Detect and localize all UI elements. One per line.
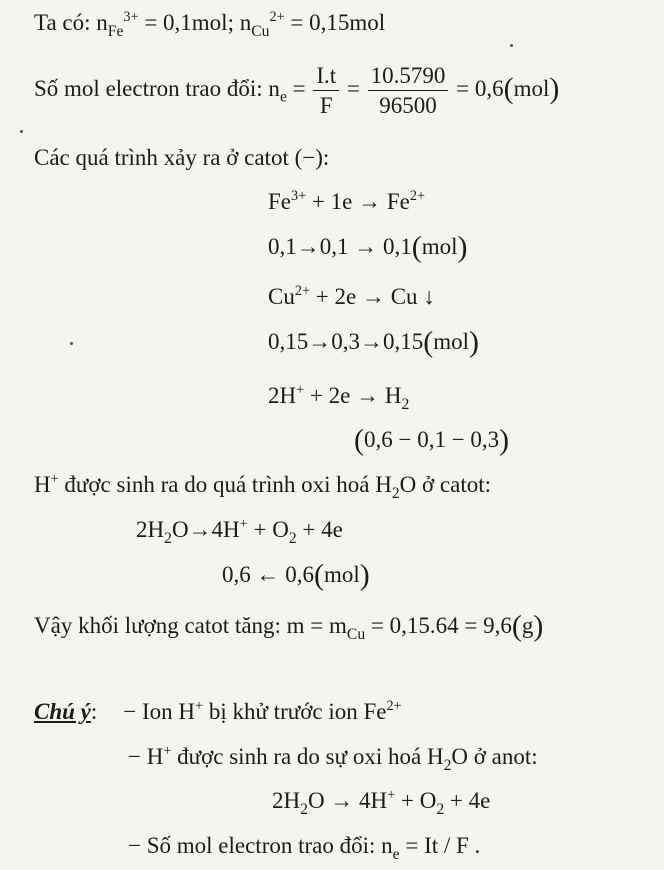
fraction-it-over-f: $\frac{I.t}{F}$ — [313, 64, 339, 117]
note-item-3: $2H_2O \to 4H^+ + O_2 + 4e$ — [272, 787, 491, 818]
intro-line: Ta có: $n_{Fe}^{3+} = 0,1mol$; $n_{Cu}^{2+} = 0,15mol$ — [34, 9, 386, 40]
reaction-fe: $Fe^{3+} + 1e \to Fe^{2+}$ — [268, 188, 426, 214]
electron-calc-line: Số mol electron trao đổi: $n_e$ = $\frac{I.t}{F}$ = $\frac{10.5790}{96500}$ = 0,6(mol) — [34, 63, 560, 118]
reaction-h-mol: (0,6 − 0,1 − 0,3) — [354, 423, 510, 457]
reaction-cu: $Cu^{2+} + 2e \to Cu$ ↓ — [268, 283, 435, 309]
scan-speck — [70, 342, 73, 345]
water-equation: $2H_2O\to 4H^+ + O_2 + 4e$ — [136, 516, 343, 547]
note-label: Chú ý — [34, 699, 91, 724]
scan-speck — [20, 130, 23, 133]
scan-speck — [510, 44, 513, 47]
note-item-4: − Số mol electron trao đổi: $n_e = It / F$ . — [128, 833, 481, 863]
reaction-fe-mol: 0,1→0,1 → 0,1(mol) — [268, 230, 468, 264]
reaction-h: $2H^+ + 2e \to H_2$ — [268, 382, 410, 413]
cathode-heading: Các quá trình xảy ra ở catot (−): — [34, 145, 330, 170]
fraction-values: $\frac{10.5790}{96500}$ — [368, 64, 449, 117]
note-item-2: − H+ được sinh ra do sự oxi hoá $H_2O$ ở anot: — [128, 743, 538, 774]
note-item-1: Chú ý: − Ion H+ bị khử trước ion $Fe^{2+}$ — [34, 698, 402, 724]
mass-line: Vậy khối lượng catot tăng: $m = m_{Cu} = 0,15.64 = 9,6(g)$ — [34, 609, 544, 643]
water-mol: 0,6 ← 0,6(mol) — [222, 558, 370, 592]
reaction-cu-mol: 0,15→0,3→0,15(mol) — [268, 325, 479, 359]
h-origin-line: H+ được sinh ra do quá trình oxi hoá $H_2O$ ở catot: — [34, 471, 492, 502]
